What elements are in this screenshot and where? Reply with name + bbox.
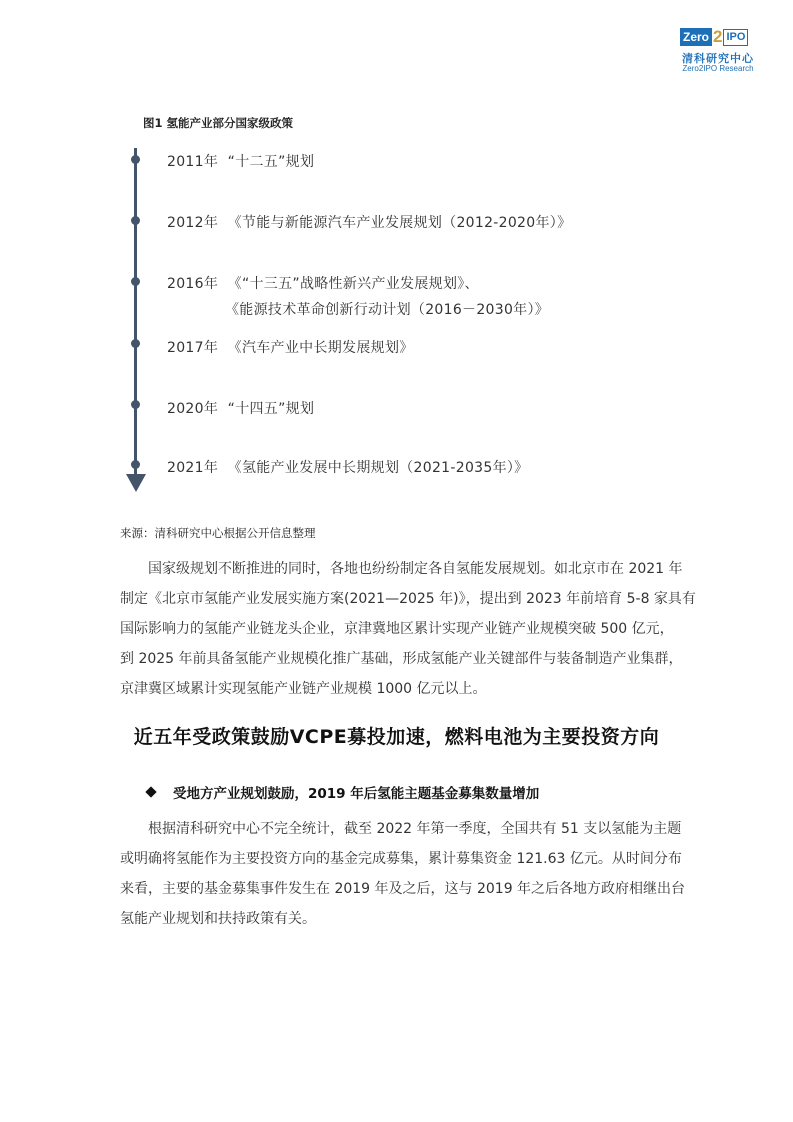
timeline-year: 2011年 bbox=[167, 154, 219, 170]
paragraph-line: 氢能产业规划和扶持政策有关。 bbox=[120, 911, 316, 927]
timeline-year: 2016年 bbox=[167, 276, 219, 292]
diamond-bullet-icon bbox=[145, 786, 156, 797]
timeline-policy-continued: 《能源技术革命创新行动计划（2016－2030年）》 bbox=[225, 302, 550, 318]
paragraph-line: 国际影响力的氢能产业链龙头企业，京津冀地区累计实现产业链产业规模突破 500 亿元， bbox=[120, 621, 674, 637]
logo-brand-left: Zero bbox=[680, 28, 712, 46]
logo-name-cn: 清科研究中心 bbox=[682, 52, 754, 65]
timeline-policy: 《氢能产业发展中长期规划（2021-2035年）》 bbox=[227, 460, 529, 476]
bullet-heading bbox=[147, 782, 539, 802]
logo-name-en: Zero2IPO Research bbox=[682, 64, 754, 73]
timeline-arrow-icon bbox=[126, 474, 146, 492]
zero2ipo-logo bbox=[680, 28, 756, 74]
timeline-item bbox=[167, 398, 314, 418]
timeline-policy: 《节能与新能源汽车产业发展规划（2012-2020年）》 bbox=[227, 215, 572, 231]
paragraph-line: 国家级规划不断推进的同时，各地也纷纷制定各自氢能发展规划。如北京市在 2021 年 bbox=[148, 561, 683, 577]
timeline-dot bbox=[131, 400, 140, 409]
bullet-heading-text: 受地方产业规划鼓励，2019 年后氢能主题基金募集数量增加 bbox=[173, 786, 540, 802]
timeline-dot bbox=[131, 460, 140, 469]
logo-mark bbox=[680, 28, 748, 46]
paragraph-line: 制定《北京市氢能产业发展实施方案(2021—2025 年)》，提出到 2023 年前培育 5-8 家具有 bbox=[120, 591, 696, 607]
timeline-dot bbox=[131, 339, 140, 348]
paragraph-line: 或明确将氢能作为主要投资方向的基金完成募集，累计募集资金 121.63 亿元。从时间分布 bbox=[120, 851, 682, 867]
timeline-year: 2020年 bbox=[167, 401, 219, 417]
timeline-dot bbox=[131, 277, 140, 286]
timeline-item bbox=[167, 337, 414, 357]
timeline-item bbox=[167, 457, 528, 477]
timeline-dot bbox=[131, 155, 140, 164]
timeline-policy: “十四五”规划 bbox=[227, 401, 315, 417]
timeline-year: 2021年 bbox=[167, 460, 219, 476]
timeline-axis bbox=[134, 148, 137, 476]
timeline-policy: “十二五”规划 bbox=[227, 154, 315, 170]
paragraph-line: 根据清科研究中心不完全统计，截至 2022 年第一季度，全国共有 51 支以氢能为主题 bbox=[148, 821, 682, 837]
paragraph-line: 京津冀区域累计实现氢能产业链产业规模 1000 亿元以上。 bbox=[120, 681, 487, 697]
body-paragraph bbox=[120, 814, 686, 934]
paragraph-line: 到 2025 年前具备氢能产业规模化推广基础，形成氢能产业关键部件与装备制造产业集群， bbox=[120, 651, 683, 667]
timeline-year: 2017年 bbox=[167, 340, 219, 356]
logo-brand-right: IPO bbox=[723, 29, 748, 46]
body-paragraph bbox=[120, 554, 696, 704]
timeline-item bbox=[167, 212, 571, 232]
figure-caption: 图1 氢能产业部分国家级政策 bbox=[143, 116, 294, 130]
timeline-item bbox=[167, 151, 314, 171]
timeline-year: 2012年 bbox=[167, 215, 219, 231]
timeline-policy: 《“十三五”战略性新兴产业发展规划》、 bbox=[227, 276, 479, 292]
paragraph-line: 来看，主要的基金募集事件发生在 2019 年及之后，这与 2019 年之后各地方政府相继出台 bbox=[120, 881, 686, 897]
logo-brand-mid: 2 bbox=[713, 27, 723, 46]
timeline-item bbox=[167, 273, 479, 293]
figure-source: 来源：清科研究中心根据公开信息整理 bbox=[120, 526, 316, 540]
timeline-policy: 《汽车产业中长期发展规划》 bbox=[227, 340, 414, 356]
section-title: 近五年受政策鼓励VCPE募投加速，燃料电池为主要投资方向 bbox=[133, 726, 660, 748]
timeline-dot bbox=[131, 216, 140, 225]
